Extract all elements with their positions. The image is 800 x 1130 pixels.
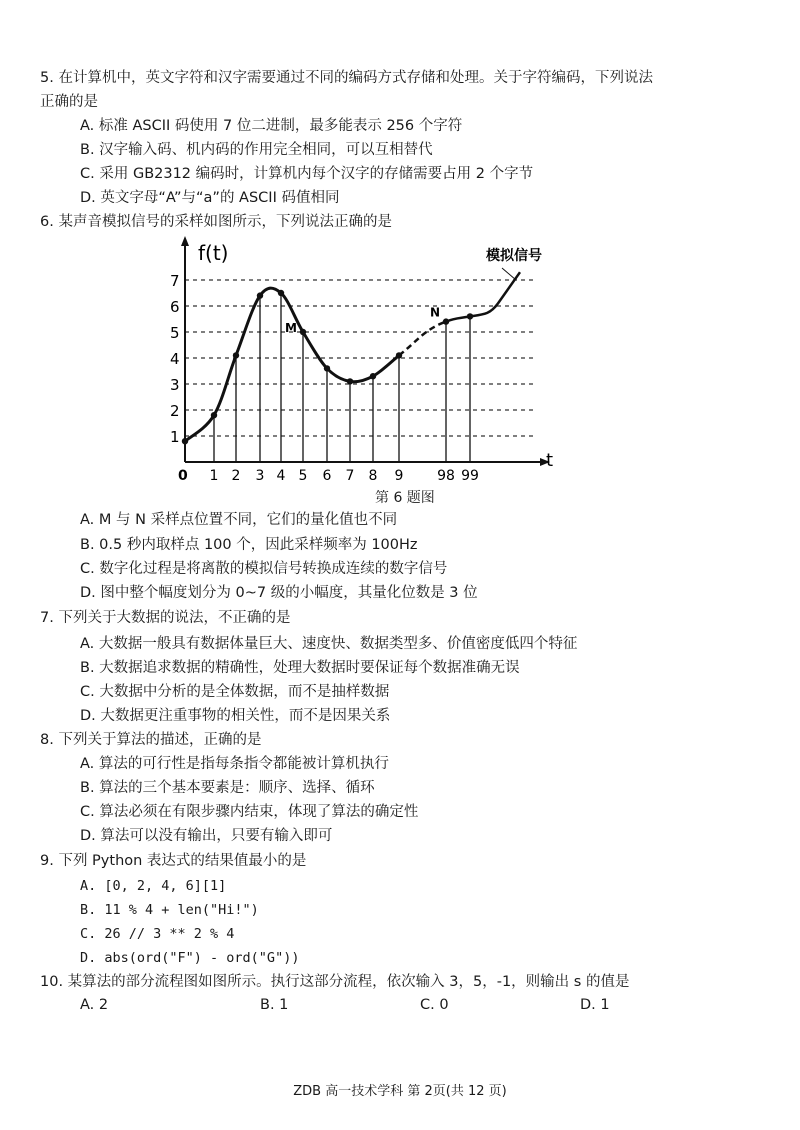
y-tick-label-6: 6 [170, 298, 180, 316]
q6-stem: 6. 某声音模拟信号的采样如图所示，下列说法正确的是 [40, 214, 392, 230]
x-tick-label-0: 0 [178, 468, 188, 482]
q10-stem: 10. 某算法的部分流程图如图所示。执行这部分流程，依次输入 3，5，-1，则输出 s 的值是 [40, 974, 630, 990]
q9-option-d: D. abs(ord("F") - ord("G")) [80, 950, 300, 966]
page-footer: ZDB 高一技术学科 第 2页(共 12 页) [293, 1084, 507, 1099]
x-tick-label-8: 8 [368, 468, 378, 482]
signal-curve-dashed-segment [399, 322, 446, 356]
q9-stem: 9. 下列 Python 表达式的结果值最小的是 [40, 853, 307, 869]
point-label-m: M [285, 321, 297, 335]
q9-option-a: A. [0, 2, 4, 6][1] [80, 878, 227, 894]
q7-stem-suffix: 的是 [261, 610, 291, 626]
q7-option-a: A. 大数据一般具有数据体量巨大、速度快、数据类型多、价值密度低四个特征 [80, 636, 578, 652]
y-tick-label-4: 4 [170, 350, 180, 368]
q7-option-d: D. 大数据更注重事物的相关性，而不是因果关系 [80, 708, 391, 724]
q8-option-c: C. 算法必须在有限步骤内结束，体现了算法的确定性 [80, 804, 419, 820]
sample-point-3 [257, 292, 263, 298]
q9-option-b: B. 11 % 4 + len("Hi!") [80, 902, 259, 918]
x-tick-label-2: 2 [231, 468, 241, 482]
y-tick-label-7: 7 [170, 272, 180, 290]
q8-stem: 8. 下列关于算法的描述，正确的是 [40, 732, 262, 748]
tick-labels [170, 272, 479, 482]
q6-option-c: C. 数字化过程是将离散的模拟信号转换成连续的数字信号 [80, 561, 448, 577]
signal-curve-segment-1 [185, 288, 399, 441]
analog-signal-annotation: 模拟信号 [486, 248, 542, 264]
q5-stem-line1: 5. 在计算机中，英文字符和汉字需要通过不同的编码方式存储和处理。关于字符编码，下列说法 [40, 70, 653, 86]
y-tick-label-3: 3 [170, 376, 180, 394]
q6-figure-caption: 第 6 题图 [375, 490, 435, 506]
q9-option-c: C. 26 // 3 ** 2 % 4 [80, 926, 235, 942]
sampling-chart [150, 230, 580, 482]
q5-option-b: B. 汉字输入码、机内码的作用完全相同，可以互相替代 [80, 142, 433, 158]
sample-point-1 [211, 412, 217, 418]
q10-option-c: C. 0 [420, 997, 449, 1013]
x-tick-label-4: 4 [276, 468, 286, 482]
sample-point-99 [467, 313, 473, 319]
x-tick-label-6: 6 [322, 468, 332, 482]
x-axis-label: t [546, 450, 554, 471]
q5-option-c: C. 采用 GB2312 编码时，计算机内每个汉字的存储需要占用 2 个字节 [80, 166, 534, 182]
y-tick-label-1: 1 [170, 428, 180, 446]
q10-option-b: B. 1 [260, 997, 289, 1013]
q8-option-b: B. 算法的三个基本要素是：顺序、选择、循环 [80, 780, 375, 796]
q10-option-d: D. 1 [580, 997, 610, 1013]
sample-point-98 [443, 318, 449, 324]
x-tick-label-3: 3 [255, 468, 265, 482]
x-tick-label-9: 9 [394, 468, 404, 482]
sample-point-0 [182, 438, 188, 444]
x-tick-label-98: 98 [437, 468, 455, 482]
sample-point-7 [347, 378, 353, 384]
x-tick-label-1: 1 [209, 468, 219, 482]
q5-option-d: D. 英文字母“A”与“a”的 ASCII 码值相同 [80, 190, 340, 206]
y-tick-label-5: 5 [170, 324, 180, 342]
x-tick-label-5: 5 [298, 468, 308, 482]
q6-option-a: A. M 与 N 采样点位置不同，它们的量化值也不同 [80, 512, 398, 528]
sample-point-6 [324, 365, 330, 371]
sample-point-8 [370, 373, 376, 379]
q7-option-b: B. 大数据追求数据的精确性，处理大数据时要保证每个数据准确无误 [80, 660, 520, 676]
sample-point-4 [278, 290, 284, 296]
q6-option-b: B. 0.5 秒内取样点 100 个，因此采样频率为 100Hz [80, 537, 418, 553]
y-axis-arrow-icon [181, 236, 189, 246]
q5-option-a: A. 标准 ASCII 码使用 7 位二进制，最多能表示 256 个字符 [80, 118, 463, 134]
q8-option-a: A. 算法的可行性是指每条指令都能被计算机执行 [80, 756, 389, 772]
q10-option-a: A. 2 [80, 997, 109, 1013]
q7-option-c: C. 大数据中分析的是全体数据，而不是抽样数据 [80, 684, 390, 700]
q7-stem-prefix: 7. 下列关于大数据的说法， [40, 610, 218, 626]
sample-point-5 [300, 329, 306, 335]
x-tick-label-7: 7 [345, 468, 355, 482]
y-axis-label: f(t) [198, 241, 229, 265]
annotation-pointer [502, 268, 516, 280]
q7-stem-emphasis: 不正确 [217, 610, 262, 626]
q7-stem [40, 608, 290, 628]
sample-point-9 [396, 352, 402, 358]
point-label-n: N [430, 305, 441, 320]
sample-point-2 [233, 352, 239, 358]
y-tick-label-2: 2 [170, 402, 180, 420]
q8-option-d: D. 算法可以没有输出，只要有输入即可 [80, 828, 333, 844]
q5-stem-line2: 正确的是 [40, 94, 98, 110]
q6-option-d: D. 图中整个幅度划分为 0~7 级的小幅度，其量化位数是 3 位 [80, 585, 478, 601]
x-tick-label-99: 99 [461, 468, 479, 482]
